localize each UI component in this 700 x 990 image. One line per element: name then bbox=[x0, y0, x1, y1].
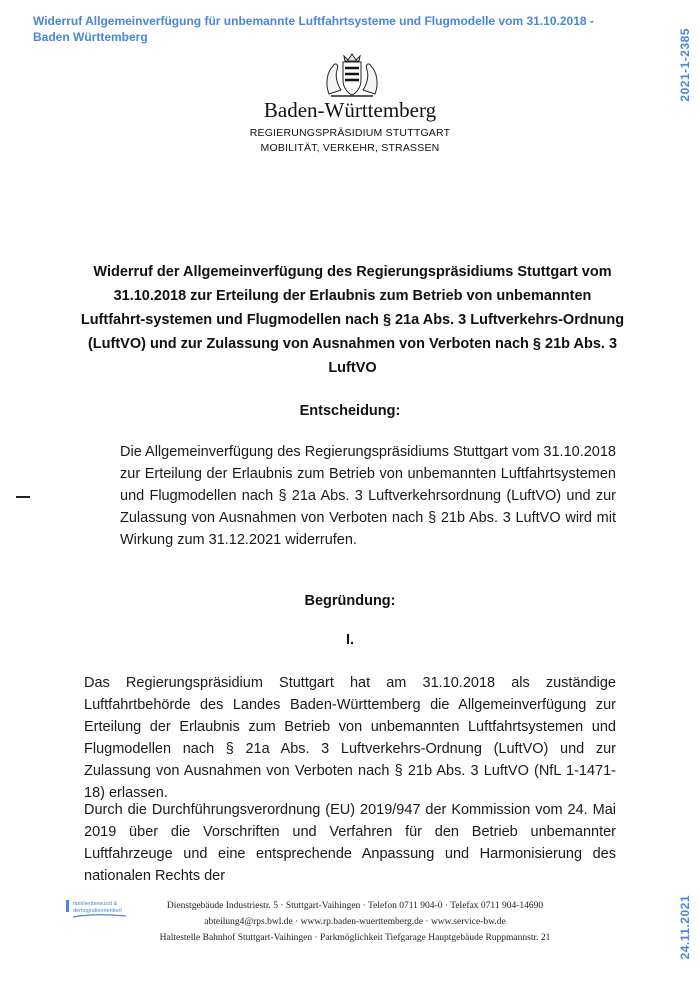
section-numeral: I. bbox=[345, 632, 355, 648]
state-name: Baden-Württemberg bbox=[263, 98, 437, 122]
reasons-heading: Begründung: bbox=[304, 593, 396, 609]
footer-address-line: Dienstgebäude Industriestr. 5 · Stuttgart-Vaihingen · Telefon 0711 904-0 · Telefax 0711 904-14690 bbox=[166, 901, 544, 911]
footer-transit-line: Haltestelle Bahnhof Stuttgart-Vaihingen · Parkmöglichkeit Tiefgarage Hauptgebäude Ruppmannstr. 21 bbox=[159, 933, 551, 943]
decision-paragraph: Die Allgemeinverfügung des Regierungspräsidiums Stuttgart vom 31.10.2018 zur Erteilung der Erlaubnis zum Betrieb von unbemannten Luftfahrtsystemen und Flugmodellen nach § 21a Abs. 3 Luftverkehrsordnung (LuftVO) und zur Zulassung von Ausnahmen von Verboten nach § 21b Abs. 3 LuftVO wird mit Wirkung zum 31.12.2021 widerrufen. bbox=[120, 444, 616, 548]
authority-name: REGIERUNGSPRÄSIDIUM STUTTGART bbox=[249, 127, 451, 139]
reasons-paragraph-2: Durch die Durchführungsverordnung (EU) 2019/947 der Kommission vom 24. Mai 2019 über die Vorschriften und Verfahren für den Betrieb unbemannter Luftfahrzeuge und eine entsprechende Anpassung und Harmonisierung des nationalen Rechts der bbox=[84, 802, 616, 884]
reasons-paragraph-1: Das Regierungspräsidium Stuttgart hat am 31.10.2018 als zuständige Luftfahrtbehörde des Landes Baden-Württemberg die Allgemeinverfügung zur Erteilung der Erlaubnis zum Betrieb von unbemannten Luftfahrtsystemen und Flugmodellen nach § 21a Abs. 3 Luftverkehrs-Ordnung (LuftVO) und zur Zulassung von Ausnahmen von Verboten nach § 21b Abs. 3 LuftVO (NfL 1-1471-18) erlassen. bbox=[84, 675, 616, 801]
department-name: MOBILITÄT, VERKEHR, STRASSEN bbox=[260, 142, 440, 154]
decision-heading: Entscheidung: bbox=[299, 403, 401, 419]
coat-of-arms-icon bbox=[323, 50, 381, 100]
logo-text-line1: familienbewusst & bbox=[73, 901, 118, 907]
side-document-date: 24.11.2021 bbox=[678, 895, 692, 960]
footer-web-line: abteilung4@rps.bwl.de · www.rp.baden-wuerttemberg.de · www.service-bw.de bbox=[204, 917, 506, 927]
side-document-id: 2021-1-2385 bbox=[678, 28, 692, 102]
family-friendly-logo-icon bbox=[64, 896, 134, 920]
logo-text-line2: demografieorientiert bbox=[73, 908, 122, 914]
margin-fold-mark bbox=[16, 496, 30, 498]
footer-contact bbox=[140, 898, 570, 946]
document-header-title: Widerruf Allgemeinverfügung für unbemannte Luftfahrtsysteme und Flugmodelle vom 31.10.2018 - Baden Württemberg bbox=[33, 14, 594, 44]
document-title: Widerruf der Allgemeinverfügung des Regierungspräsidiums Stuttgart vom 31.10.2018 zur Erteilung der Erlaubnis zum Betrieb von unbemannten Luftfahrt-systemen und Flugmodellen nach § 21a Abs. 3 Luftverkehrs-Ordnung (LuftVO) und zur Zulassung von Ausnahmen von Verboten nach § 21b Abs. 3 LuftVO bbox=[80, 264, 625, 376]
